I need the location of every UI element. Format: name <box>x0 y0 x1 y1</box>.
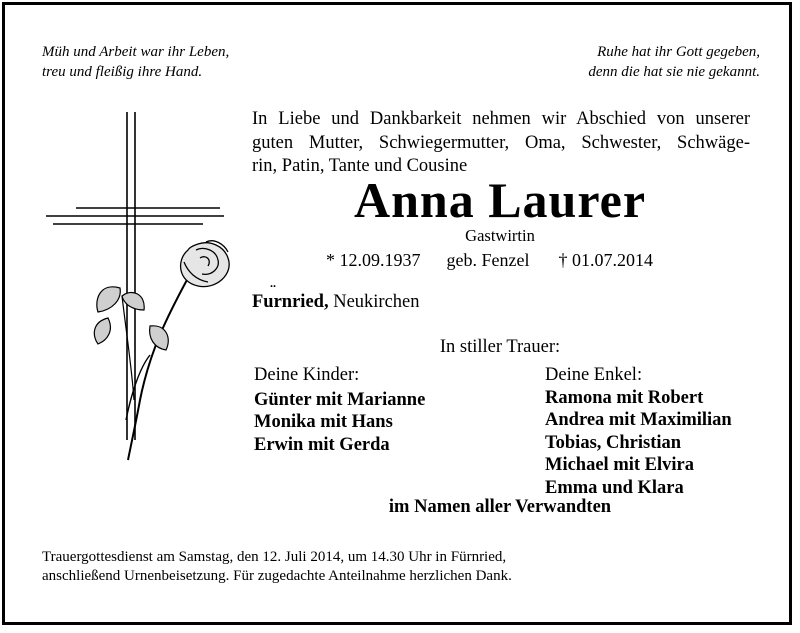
grandchild-entry: Michael mit Elvira <box>545 455 694 475</box>
intro-line-3: rin, Patin, Tante und Cousine <box>252 156 468 176</box>
place-main <box>252 276 329 312</box>
life-dates <box>326 250 653 271</box>
death-date: † 01.07.2014 <box>558 250 653 270</box>
grandchild-entry: Emma und Klara <box>545 477 684 498</box>
service-notice <box>42 548 512 586</box>
service-line-1: Trauergottesdienst am Samstag, den 12. Juli 2014, um 14.30 Uhr in Fürnried, <box>42 549 507 565</box>
place-secondary: Neukirchen <box>328 292 420 312</box>
place <box>252 276 420 313</box>
relatives-line: im Namen aller Verwandten <box>388 497 612 517</box>
grandchild-entry: Ramona mit Robert <box>545 387 704 408</box>
grandchildren-heading: Deine Enkel: <box>545 365 643 385</box>
intro-line-1: In Liebe und Dankbarkeit nehmen wir Abschied von unserer <box>252 109 750 129</box>
children-heading: Deine Kinder: <box>254 365 360 385</box>
grandchild-entry: Andrea mit Maximilian <box>545 410 732 430</box>
umlaut-dots: .. <box>270 276 276 290</box>
grandchildren-list <box>545 364 732 499</box>
place-main-name: Furnried, <box>252 292 329 312</box>
quote-left <box>42 42 229 82</box>
child-entry: Günter mit Marianne <box>254 389 426 410</box>
occupation: Gastwirtin <box>465 226 535 245</box>
quote-right-line-1: Ruhe hat ihr Gott gegeben, <box>597 44 760 60</box>
cross-with-rose-icon <box>38 100 234 480</box>
intro-line-2: guten Mutter, Schwiegermutter, Oma, Schwester, Schwäge- <box>252 132 750 153</box>
grandchild-entry: Tobias, Christian <box>545 432 682 453</box>
child-entry: Erwin mit Gerda <box>254 434 390 455</box>
quote-right-line-2: denn die hat sie nie gekannt. <box>588 64 760 80</box>
mourning-title: In stiller Trauer: <box>439 337 561 357</box>
children-list <box>254 364 425 456</box>
maiden-name: geb. Fenzel <box>446 250 530 270</box>
quote-left-line-1: Müh und Arbeit war ihr Leben, <box>42 44 230 60</box>
intro-text <box>252 108 750 179</box>
birth-date: * 12.09.1937 <box>326 250 421 270</box>
deceased-name: Anna Laurer <box>353 172 647 228</box>
quote-left-line-2: treu und fleißig ihre Hand. <box>42 64 203 80</box>
quote-right <box>588 42 760 82</box>
child-entry: Monika mit Hans <box>254 412 393 432</box>
service-line-2: anschließend Urnenbeisetzung. Für zugedachte Anteilnahme herzlichen Dank. <box>42 568 512 584</box>
